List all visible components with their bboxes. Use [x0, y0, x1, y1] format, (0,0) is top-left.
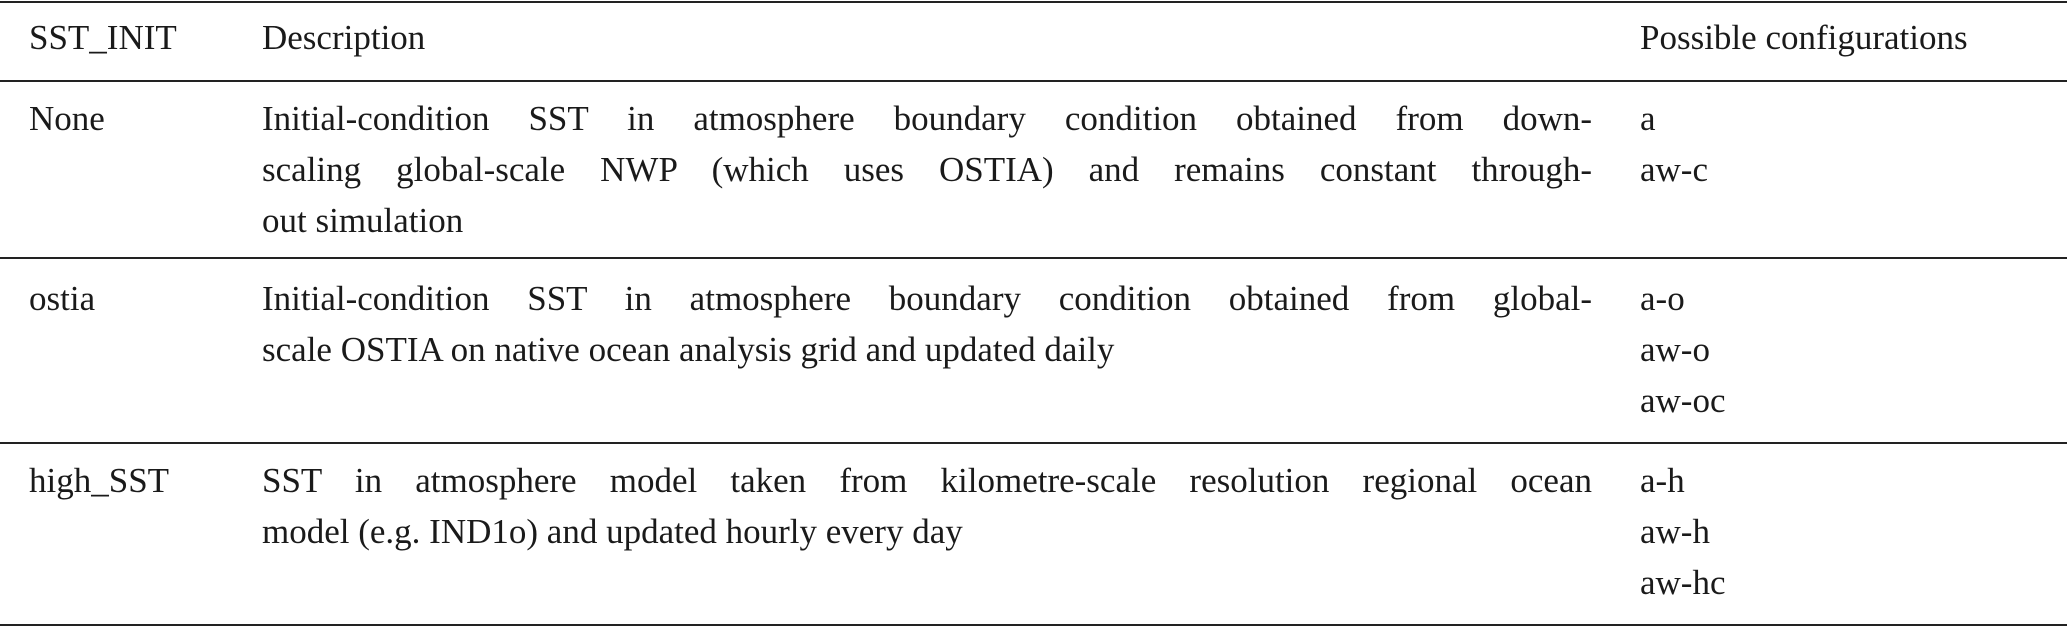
row-sst-init: None — [29, 99, 105, 138]
row-configurations — [1640, 93, 1708, 195]
header-sst-init: SST_INIT — [29, 18, 177, 57]
row-description — [262, 93, 1592, 246]
description-line: model (e.g. IND1o) and updated hourly every day — [262, 512, 963, 551]
configuration-item: aw-c — [1640, 150, 1709, 189]
table-top-rule — [0, 1, 2067, 3]
description-line: Initial-condition SST in atmosphere boundary condition obtained from global- — [262, 279, 1592, 318]
row-sst-init: high_SST — [29, 461, 170, 500]
configuration-item: a-o — [1640, 279, 1685, 318]
header-rule — [0, 80, 2067, 82]
header-description: Description — [262, 18, 426, 57]
row-separator-rule — [0, 442, 2067, 444]
row-description — [262, 455, 1592, 557]
configuration-item: aw-o — [1640, 330, 1710, 369]
configuration-item: aw-hc — [1640, 563, 1726, 602]
description-line: scale OSTIA on native ocean analysis grid and updated daily — [262, 330, 1115, 369]
configuration-item: aw-h — [1640, 512, 1710, 551]
description-line: scaling global-scale NWP (which uses OSTIA) and remains constant through- — [262, 150, 1592, 189]
description-line: SST in atmosphere model taken from kilometre-scale resolution regional ocean — [262, 461, 1592, 500]
row-separator-rule — [0, 257, 2067, 259]
row-configurations — [1640, 455, 1726, 608]
description-line: out simulation — [262, 201, 464, 240]
row-sst-init: ostia — [29, 279, 96, 318]
configuration-item: a — [1640, 99, 1656, 138]
configuration-item: aw-oc — [1640, 381, 1726, 420]
description-line: Initial-condition SST in atmosphere boundary condition obtained from down- — [262, 99, 1592, 138]
header-possible-configurations: Possible configurations — [1640, 18, 1968, 57]
row-description — [262, 273, 1592, 375]
row-configurations — [1640, 273, 1726, 426]
table-bottom-rule — [0, 624, 2067, 626]
configuration-item: a-h — [1640, 461, 1685, 500]
